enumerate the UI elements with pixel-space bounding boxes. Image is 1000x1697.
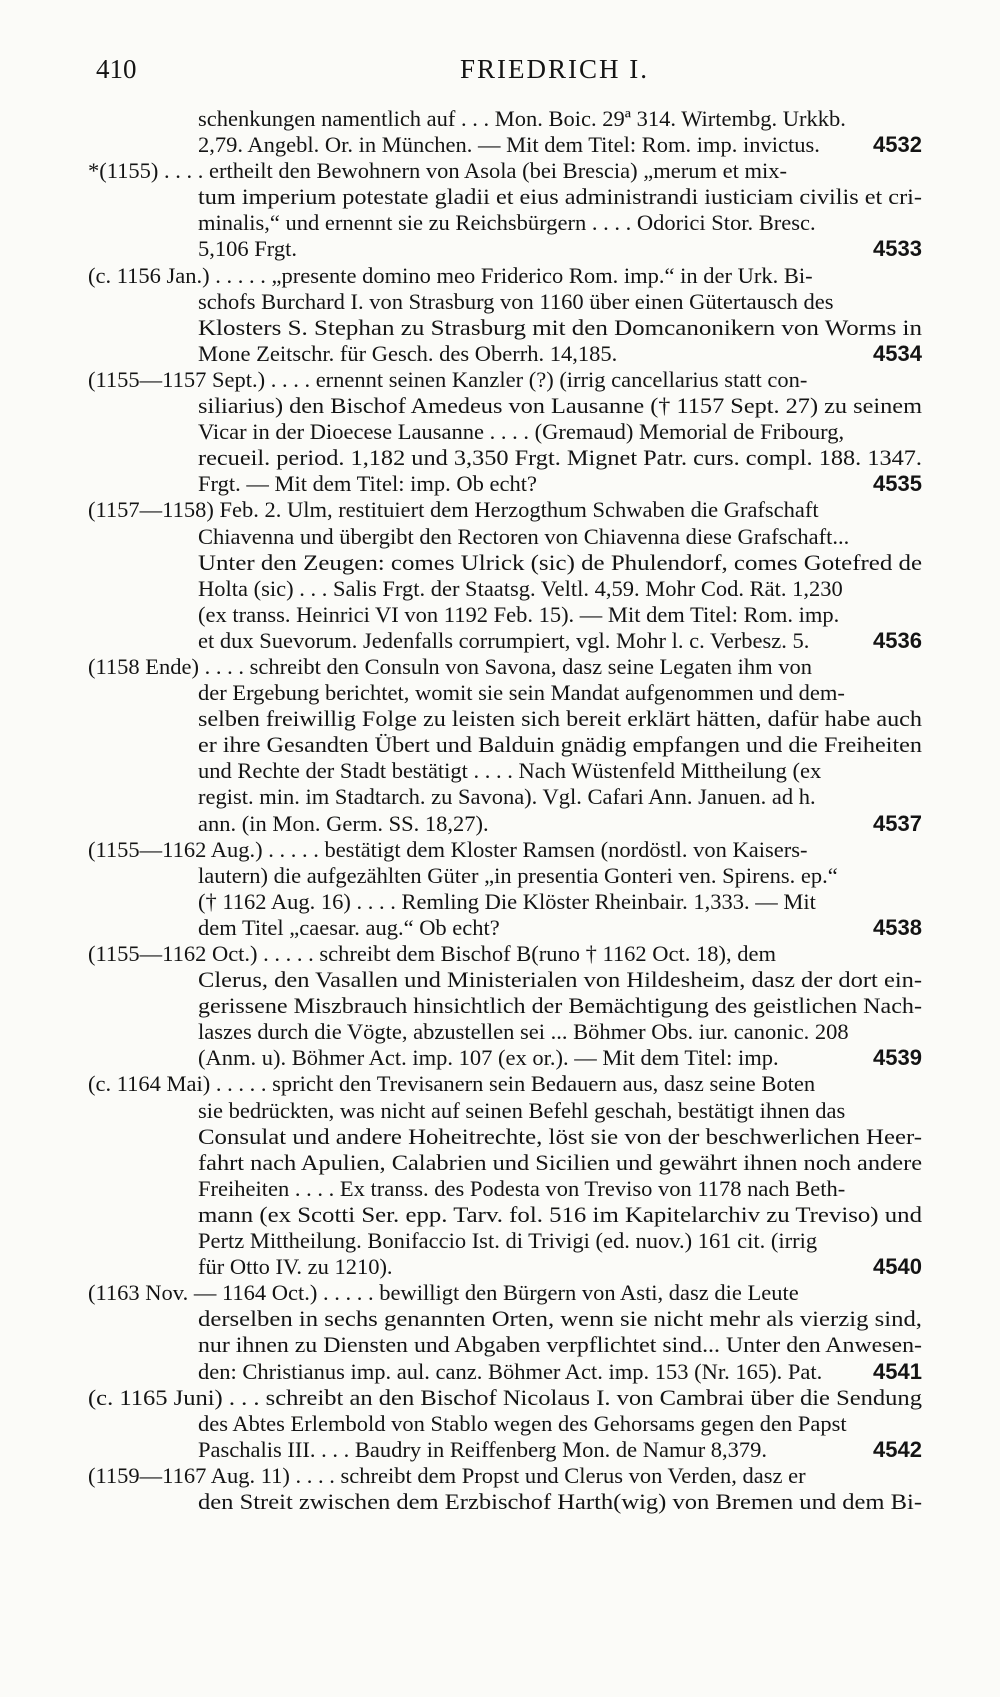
text-line (0, 184, 1000, 210)
line-text: et dux Suevorum. Jedenfalls corrumpiert, vgl. Mohr l. c. Verbesz. 5. (198, 627, 810, 653)
line-text: (c. 1164 Mai) . . . . . spricht den Trevisanern sein Bedauern aus, dasz seine Boten (88, 1071, 816, 1097)
text-line (0, 497, 1000, 523)
text-line (0, 811, 1000, 837)
text-line (0, 1176, 1000, 1202)
line-text: regist. min. im Stadtarch. zu Savona). Vgl. Cafari Ann. Januen. ad h. (198, 784, 816, 810)
line-text: Vicar in der Dioecese Lausanne . . . . (Gremaud) Memorial de Fribourg, (198, 419, 845, 445)
text-line (0, 758, 1000, 784)
entry-number: 4539 (873, 1045, 922, 1071)
line-text: gerissene Miszbrauch hinsichtlich der Bemächtigung des geistlichen Nach- (198, 993, 922, 1019)
line-text: Chiavenna und übergibt den Rectoren von Chiavenna diese Grafschaft... (198, 523, 850, 549)
line-text: dem Titel „caesar. aug.“ Ob echt? (198, 914, 500, 940)
text-line (0, 837, 1000, 863)
line-text: Holta (sic) . . . Salis Frgt. der Staatsg. Veltl. 4,59. Mohr Cod. Rät. 1,230 (198, 575, 843, 601)
line-text: der Ergebung berichtet, womit sie sein Mandat aufgenommen und dem- (198, 680, 845, 706)
text-line (0, 1411, 1000, 1437)
text-line (0, 550, 1000, 576)
line-text: Consulat und andere Hoheitrechte, löst sie von der beschwerlichen Heer- (198, 1123, 923, 1149)
running-title: FRIEDRICH I. (460, 54, 650, 84)
line-text: (1157—1158) Feb. 2. Ulm, restituiert dem Herzogthum Schwaben die Grafschaft (88, 497, 819, 523)
text-line (0, 1202, 1000, 1228)
entry-number: 4537 (873, 810, 922, 836)
line-text: mann (ex Scotti Ser. epp. Tarv. fol. 516 im Kapitelarchiv zu Treviso) und (198, 1201, 923, 1227)
line-text: (1159—1167 Aug. 11) . . . . schreibt dem Propst und Clerus von Verden, dasz er (88, 1462, 806, 1488)
text-line (0, 1071, 1000, 1097)
line-text: derselben in sechs genannten Orten, wenn sie nicht mehr als vierzig sind, (198, 1306, 922, 1332)
entry-number: 4535 (873, 471, 922, 497)
line-text: ann. (in Mon. Germ. SS. 18,27). (198, 810, 489, 836)
line-text: nur ihnen zu Diensten und Abgaben verpflichtet sind... Unter den Anwesen- (198, 1332, 923, 1358)
text-line (0, 1124, 1000, 1150)
line-text: (Anm. u). Böhmer Act. imp. 107 (ex or.). — Mit dem Titel: imp. (198, 1045, 779, 1071)
text-line (0, 941, 1000, 967)
line-text: den Streit zwischen dem Erzbischof Harth(wig) von Bremen und dem Bi- (198, 1488, 923, 1514)
line-text: Klosters S. Stephan zu Strasburg mit den Domcanonikern von Worms in (198, 314, 923, 340)
line-text: (c. 1165 Juni) . . . schreibt an den Bischof Nicolaus I. von Cambrai über die Sendung (88, 1384, 922, 1410)
regest-entry (0, 1071, 1000, 1280)
line-text: Clerus, den Vasallen und Ministerialen von Hildesheim, dasz der dort ein- (198, 967, 923, 993)
line-text: († 1162 Aug. 16) . . . . Remling Die Klöster Rheinbair. 1,333. — Mit (198, 888, 816, 914)
regest-entry (0, 1463, 1000, 1515)
text-line (0, 1437, 1000, 1463)
text-line (0, 471, 1000, 497)
line-text: des Abtes Erlembold von Stablo wegen des Gehorsams gegen den Papst (198, 1410, 847, 1436)
regest-entry (0, 158, 1000, 262)
entry-number: 4540 (873, 1254, 922, 1280)
line-text: Freiheiten . . . . Ex transs. des Podesta von Treviso von 1178 nach Beth- (198, 1175, 846, 1201)
line-text: (c. 1156 Jan.) . . . . . „presente domino meo Friderico Rom. imp.“ in der Urk. Bi- (88, 262, 813, 288)
page-header (0, 54, 1000, 94)
text-line (0, 680, 1000, 706)
text-line (0, 289, 1000, 315)
line-text: lautern) die aufgezählten Güter „in presentia Gonteri ven. Spirens. ep.“ (198, 862, 838, 888)
text-line (0, 628, 1000, 654)
text-line (0, 210, 1000, 236)
text-line (0, 889, 1000, 915)
regest-entry (0, 263, 1000, 367)
line-text: Paschalis III. . . . Baudry in Reiffenberg Mon. de Namur 8,379. (198, 1436, 768, 1462)
regest-entry (0, 654, 1000, 837)
entry-number: 4533 (873, 236, 922, 262)
text-line (0, 784, 1000, 810)
text-line (0, 341, 1000, 367)
entry-number: 4532 (873, 132, 922, 158)
line-text: (1155—1162 Oct.) . . . . . schreibt dem Bischof B(runo † 1162 Oct. 18), dem (88, 941, 777, 966)
line-text: fahrt nach Apulien, Calabrien und Sicilien und gewährt ihnen noch andere (198, 1149, 923, 1175)
regest-entry (0, 1385, 1000, 1463)
line-text: Unter den Zeugen: comes Ulrick (sic) de Phulendorf, comes Gotefred de (198, 549, 923, 575)
line-text: recueil. period. 1,182 und 3,350 Frgt. Mignet Patr. curs. compl. 188. 1347. (198, 445, 923, 471)
text-line (0, 158, 1000, 184)
line-text: Frgt. — Mit dem Titel: imp. Ob echt? (198, 471, 537, 497)
regest-entry (0, 497, 1000, 654)
text-line (0, 1045, 1000, 1071)
regest-entry (0, 106, 1000, 158)
text-line (0, 1359, 1000, 1385)
line-text: laszes durch die Vögte, abzustellen sei ... Böhmer Obs. iur. canonic. 208 (198, 1019, 849, 1045)
line-text: für Otto IV. zu 1210). (198, 1254, 393, 1280)
line-text: schofs Burchard I. von Strasburg von 1160 über einen Gütertausch des (198, 288, 834, 314)
text-line (0, 1306, 1000, 1332)
regest-entry (0, 1280, 1000, 1384)
line-text: siliarius) den Bischof Amedeus von Lausanne († 1157 Sept. 27) zu seinem (198, 393, 922, 419)
text-line (0, 602, 1000, 628)
line-text: (1163 Nov. — 1164 Oct.) . . . . . bewilligt den Bürgern von Asti, dasz die Leute (88, 1280, 799, 1306)
text-line (0, 993, 1000, 1019)
regest-entry (0, 941, 1000, 1071)
line-text: tum imperium potestate gladii et eius administrandi iusticiam civilis et cri- (198, 184, 922, 210)
text-line (0, 1280, 1000, 1306)
line-text: (1155—1162 Aug.) . . . . . bestätigt dem Kloster Ramsen (nordöstl. von Kaisers- (88, 836, 808, 862)
entry-number: 4536 (873, 627, 922, 653)
line-text: (ex transs. Heinrici VI von 1192 Feb. 15). — Mit dem Titel: Rom. imp. (198, 601, 840, 627)
text-line (0, 732, 1000, 758)
text-line (0, 524, 1000, 550)
line-text: minalis,“ und ernennt sie zu Reichsbürgern . . . . Odorici Stor. Bresc. (198, 210, 816, 236)
text-line (0, 263, 1000, 289)
text-line (0, 1254, 1000, 1280)
text-line (0, 1098, 1000, 1124)
line-text: sie bedrückten, was nicht auf seinen Befehl geschah, bestätigt ihnen das (198, 1097, 846, 1123)
text-line (0, 1228, 1000, 1254)
text-line (0, 1489, 1000, 1515)
line-text: schenkungen namentlich auf . . . Mon. Boic. 29ª 314. Wirtembg. Urkkb. (198, 106, 846, 131)
line-text: (1155—1157 Sept.) . . . . ernennt seinen Kanzler (?) (irrig cancellarius statt con- (88, 366, 808, 392)
text-line (0, 1019, 1000, 1045)
line-text: *(1155) . . . . ertheilt den Bewohnern von Asola (bei Brescia) „merum et mix- (88, 158, 787, 184)
text-line (0, 654, 1000, 680)
text-line (0, 367, 1000, 393)
text-line (0, 1150, 1000, 1176)
regest-entry (0, 367, 1000, 497)
line-text: 5,106 Frgt. (198, 236, 297, 262)
text-line (0, 1463, 1000, 1489)
text-line (0, 315, 1000, 341)
text-line (0, 419, 1000, 445)
document-body (0, 106, 1000, 1686)
text-line (0, 106, 1000, 132)
line-text: (1158 Ende) . . . . schreibt den Consuln von Savona, dasz seine Legaten ihm von (88, 653, 813, 679)
text-line (0, 706, 1000, 732)
entry-number: 4541 (873, 1358, 922, 1384)
line-text: Mone Zeitschr. für Gesch. des Oberrh. 14,185. (198, 340, 618, 366)
text-line (0, 1332, 1000, 1358)
text-line (0, 967, 1000, 993)
line-text: selben freiwillig Folge zu leisten sich bereit erklärt hätten, dafür habe auch (198, 706, 923, 732)
text-line (0, 393, 1000, 419)
page-number: 410 (96, 54, 137, 84)
regest-entry (0, 837, 1000, 941)
line-text: Pertz Mittheilung. Bonifaccio Ist. di Trivigi (ed. nuov.) 161 cit. (irrig (198, 1228, 818, 1254)
entry-number: 4538 (873, 914, 922, 940)
entry-number: 4542 (873, 1436, 922, 1462)
line-text: den: Christianus imp. aul. canz. Böhmer Act. imp. 153 (Nr. 165). Pat. (198, 1358, 823, 1384)
line-text: er ihre Gesandten Übert und Balduin gnädig empfangen und die Freiheiten (198, 732, 923, 758)
text-line (0, 1385, 1000, 1411)
line-text: und Rechte der Stadt bestätigt . . . . Nach Wüstenfeld Mittheilung (ex (198, 758, 822, 784)
line-text: 2,79. Angebl. Or. in München. — Mit dem Titel: Rom. imp. invictus. (198, 132, 820, 158)
text-line (0, 576, 1000, 602)
text-line (0, 445, 1000, 471)
text-line (0, 863, 1000, 889)
entry-number: 4534 (873, 340, 922, 366)
text-line (0, 132, 1000, 158)
text-line (0, 915, 1000, 941)
text-line (0, 236, 1000, 262)
